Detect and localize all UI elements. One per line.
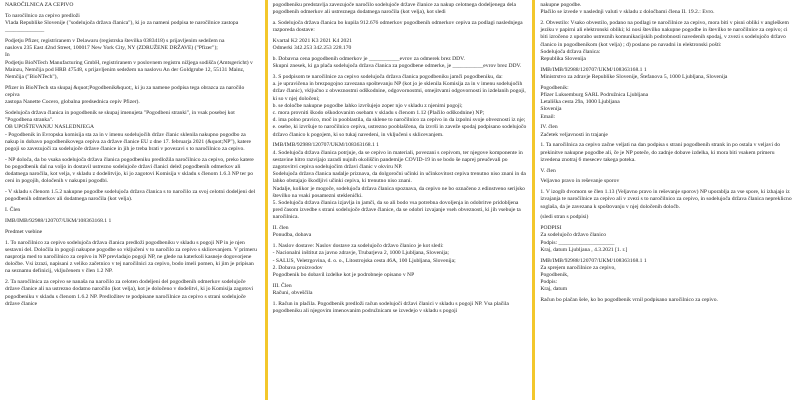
paragraph: V. člen: [540, 167, 556, 174]
paragraph: PODPISI Za sodelujočo državo članico Podpis: ____________________ Kraj, datum Ljubljana , 4.3.2021 [1. r.]: [540, 225, 628, 253]
paragraph: IMB/IMB/92988/120707/UKM/108363168.1 1 Ministrstvo za zdravje Republike Slovenije, Štefanova 5, 1000 Ljubljana, Slovenija: [540, 66, 728, 81]
paragraph: II. člen Ponudba, dobava: [272, 225, 312, 239]
paragraph: a. Sodelujoča država članica bo kupila 912.676 odmerkov pogodbenih odmerkov cepiva za podlagi naslednjega razporeda dostave:: [272, 20, 523, 34]
paragraph: IMB/IMB/92988/120707/UKM/108363168.1 1: [5, 218, 112, 225]
paragraph: b. Dobavna cena pogodbenih odmerkov je ___________evrov za odmerek brez DDV. Skupni znesek, ki ga plača sodelujoča država članica za pogodbene odmerke, je ___________evrov brez DDV.: [272, 56, 522, 70]
paragraph: NAROČILNICA ZA CEPIVO: [5, 2, 74, 8]
paragraph: Veljavno pravo in reševanje sporov: [540, 178, 620, 185]
paragraph: 1. Ta naročilnica za cepivo začne veljati na dan podpisa s strani pogodbenih strank in po ostala v veljavi do prekinitve nakupne pogodbe ali, če je NP poteče, do zadnje dobave izdelka, ki mora biti vsakem primeru izvedena znotraj 6 mesecev takega poteka.: [540, 142, 780, 163]
paragraph: I. Člen: [5, 207, 21, 214]
paragraph: IMB/IMB/92988/120707/UKM/108363168.1 1 Za sprejem naročilnice za cepivo, Pogodbenik, Podpis: Kraj, datum: [540, 257, 647, 293]
paragraph: IV. člen Začetek veljavnosti in trajanje: [540, 124, 608, 138]
paragraph: III. Člen Računi, obveščila: [272, 282, 313, 297]
paragraph: 1. V izogib dvomom se člen 1.13 (Veljavno pravo in reševanje sporov) NP uporablja za vse spore, ki izhajajo iz izvajanja te naročilnice za cepivo ali v zvezi s to naročilnico za cepivo, in sodelujoča država članica nepreklicno soglaša, da je zavezana k spoštovanju v njej določenih določb.: [540, 189, 792, 210]
paragraph: 1. Naslov dostave: Naslov dostave za sodelujočo državo članico je kot sledi: - Nacionalni inštitut za javno zdravje, Trubarjeva 2, 1000 Ljubljana, Slovenija; - SALUS, Veletrgovina, d. o. o., Litostrojska cesta 46A, 100 Ljubljana, Slovenija; 2. Dobava proizvodov Pogodbenik bo dobavil izdelke kot je podrobneje opisano v NP: [272, 243, 456, 279]
paragraph: Kvartal K2 2021 K3 2021 K4 2021 Odmerki 342.253 342.253 228.170: [272, 38, 352, 52]
paragraph: IMB/IMB/92988/120707/UKM/108363168.1 1 4. Sodelujoča država članica potrjuje, da se cepivo in materiali, povezani s cepivom, ter njegove komponente in sestavine hitro razvijajo zaradi nujnih okoliščin pandemije COVID-19 in se bodo še naprej preučevali po zagotovitvi cepiva sodelujočim državi članic v okviru NP. Sodelujoča država članica nadalje priznava, da dolgoročni učinki in učinkovitost cepiva trenutno niso znani in da lahko obstajajo škodljivi učinki cepiva, ki trenutno niso znani. Nadalje, kolikor je mogoče, sodelujoča država članica spoznava, da cepivo ne bo označeno z edinstveno serijsko številko na vsaki posamezni steklenički. 5. Sodelujoča država članica izjavlja in jamči, da so ali bodo vsa potrebna dovoljenja in odobritve pridobljena pred časom izvedbe s strani sodelujoče države članice, da se odobri izvajanje vseh obveznosti, ki jih vsebuje ta naročilnica.: [272, 142, 526, 221]
paragraph: Pfizer in BioNTech sta skupaj &quot;Pogodbenik&quot;, ki ju za namene podpisa tega obrazca za naročilo cepiva zastopa Nanette Cocero, globalna predsednica cepiv Pfizer).: [5, 84, 245, 106]
paragraph: nakupne pogodbe. Plačilo se izvede v naslednji valuti v skladu z določbami člena II. 19.2.: Evro.: [540, 2, 715, 16]
paragraph: 1. To naročilnico za cepivo sodelujoča država članica predloži pogodbeniku v skladu s pogoji NP in je njen sestavni del. Določila in pogoji nakupne pogodbe so vključeni v to naročilo za cepivo s sklicevanjem. V primeru nasprotja med to naročilnico za cepivo in NP prevladajo pogoji NP, ne glede na katerkoli kasneje dogovorjene določbe. Vsi izrazi, napisani z veliko začetnico v tej naročilnici za cepivo, bodo imeli pomen, ki jim je pripisan na seznamu definicij, vključenem v člen 1.2 NP.: [5, 239, 257, 275]
paragraph: pogodbeniku predstavlja zavezujoče naročilo sodelujoče države članice za nakup celotnega dodeljenega dela pogodbenih odmerkov ali ustreznega dodatnega naročila (kot velja), kot sledi: [272, 2, 517, 16]
paragraph: Predmet vsebine: [5, 228, 43, 235]
paragraph: Podjetju Pfizer, registriranem v Delawaru (registrska številka 0383418) s prijavljenim sedežem na naslovu 235 East 42nd Street, 100017 New York City, NY (ZDRUŽENE DRŽAVE) ("Pfizer"); In Podjetju BioNTech Manufacturing GmbH, registriranem v poslovnem registru nižjega sodišča (Amtsgericht) v Mainzu, Nemčija pod HRB 47548, s prijavljenim sedežem na naslovu An der Goldgrube 12, 55131 Mainz, Nemčija ("BioNTech"),: [5, 38, 253, 81]
paragraph: 1. Račun in plačila. Pogodbenik predloži račun sodelujoči državi članici v skladu s pogoji NP. Vsa plačila pogodbeniku ali njegovim imenovanim podružnicam se izvedejo v skladu s pogoji: [272, 300, 509, 315]
paragraph: - NP določa, da bo vsaka sodelujoča država članica pogodbeniku predložila naročilnico za cepivo, preko katere bo pogodbenik dal na voljo in dostavil ustrezno sodelujoče državi članici delež pogodbenih odmerkov ali dodatnega naročila, kot velja, v skladu z dodelitvijo, ki jo zagotovi Komisija v skladu s členom 1.6.3 NP ter po ceni in pogojih, določenih v nakupni pogodbi.: [5, 156, 254, 185]
paragraph: To naročilnico za cepivo predloži Vlada Republike Slovenije ("sodelujoča država članica"), ki jo za nameni podpisa te naročilnice zastopa ______________: [5, 12, 239, 34]
column-2: [268, 0, 533, 400]
paragraph: 2. Obvestilo: Vsako obvestilo, podano na podlagi te naročilnice za cepivo, mora biti v pisni obliki v angleškem jeziku v papirni ali elektronski obliki; ki nosi številko nakupne pogodbe in številko te naročilnice za cepivo; ci biti izročeno z uporabo ustreznih komunikacijskih podrobnosti navedenih spodaj, v zvezi s sodelujočo državo članico in pogodbenikom (kot velja) ; d) poslano po navadni in elektronski pošti: Sodelujoča država članica: Republika Slovenija: [540, 20, 789, 63]
paragraph: 2. Ta naročilnica za cepivo se nanaša na naročilo za celoten dodeljeni del pogodbenih odmerkov sodelujoče države članice ali na ustrezno dodatno naročilo (kot velja), kot je določeno v dodelitvi, ki jo Komisija zagotovi pogodbeniku v skladu s členom 1.6.2 NP. Predložitev te podpisane naročilnice za cepivo s strani sodelujoče države članice: [5, 279, 254, 307]
paragraph: - V skladu s členom 1.5.2 nakupne pogodbe sodelujoča država članica s to naročilo za svoj celotni dodeljeni del pogodbenih odmerkov ali dodatnega naročila (kot velja).: [5, 189, 256, 203]
paragraph: (sledi stran s podpisi): [540, 214, 589, 221]
column-3: [535, 0, 800, 400]
paragraph: Račun bo plačan šele, ko bo pogodbenik vrnil podpisano naročilnico za cepivo.: [540, 297, 718, 304]
paragraph: Sodelujoča država članica in pogodbenik se skupaj imenujeta "Pogodbeni stranki", in vsak posebej kot "Pogodbena stranka". OB UPOŠTEVANJU NASLEDNJEGA - Pogodbenik in Evropska komisija sta za in v imenu sodelujočih držav članic sklenila nakupno pogodbo za nakup in dobavo pogodbenikovega cepiva za države članice EU z dne 17. februarja 2021 (&quot;NP"), katere pogoji so zavezujoči za sodelujoče države članice in jih je treba brati v povezavi s to naročilnico za cepivo.: [5, 110, 251, 153]
column-1: [0, 0, 265, 400]
paragraph: Pogodbenik: Pfizer Luksemburg SARL Podružnica Ljubljana Letališka cesta 29a, 1000 Ljubljana Slovenija Email:: [540, 84, 649, 120]
paragraph: 3. S podpisom te naročilnice za cepivo sodelujoča država članica pogodbeniku jamči pogodbeniku, da: a. je upravičena in brezpogojno zavezana spoštevanju NP (kot jo je sklenila Komisija za in v imenu sodelujočih držav članic), vključno z obveznostmi odškodnine, odgovornostmi, omejitvami odgovornosti in izdelanih pogoji, ki so v njej določeni; b. se določbe nakupne pogodbe lahko izvršujejo zoper njo v skladu z njenimi pogoji; c. mora provniti škodo oškodovanim osebam v skladu s členom 1.12 (Plačilo odškodnine) NP; d. ima polno pravico, moč in pooblastila, da sklene to naročilnico za cepivo in da izpolni svoje obveznosti iz nje; e. osebe, ki izvršuje to naročilnico cepiva, ustrezno pooblaščena, da izvrši in zaveže spodaj podpisano sodelujočo državo članico k pogojem, ki so tukaj navedeni, in vključeni s sklicevanjem.: [272, 74, 527, 138]
